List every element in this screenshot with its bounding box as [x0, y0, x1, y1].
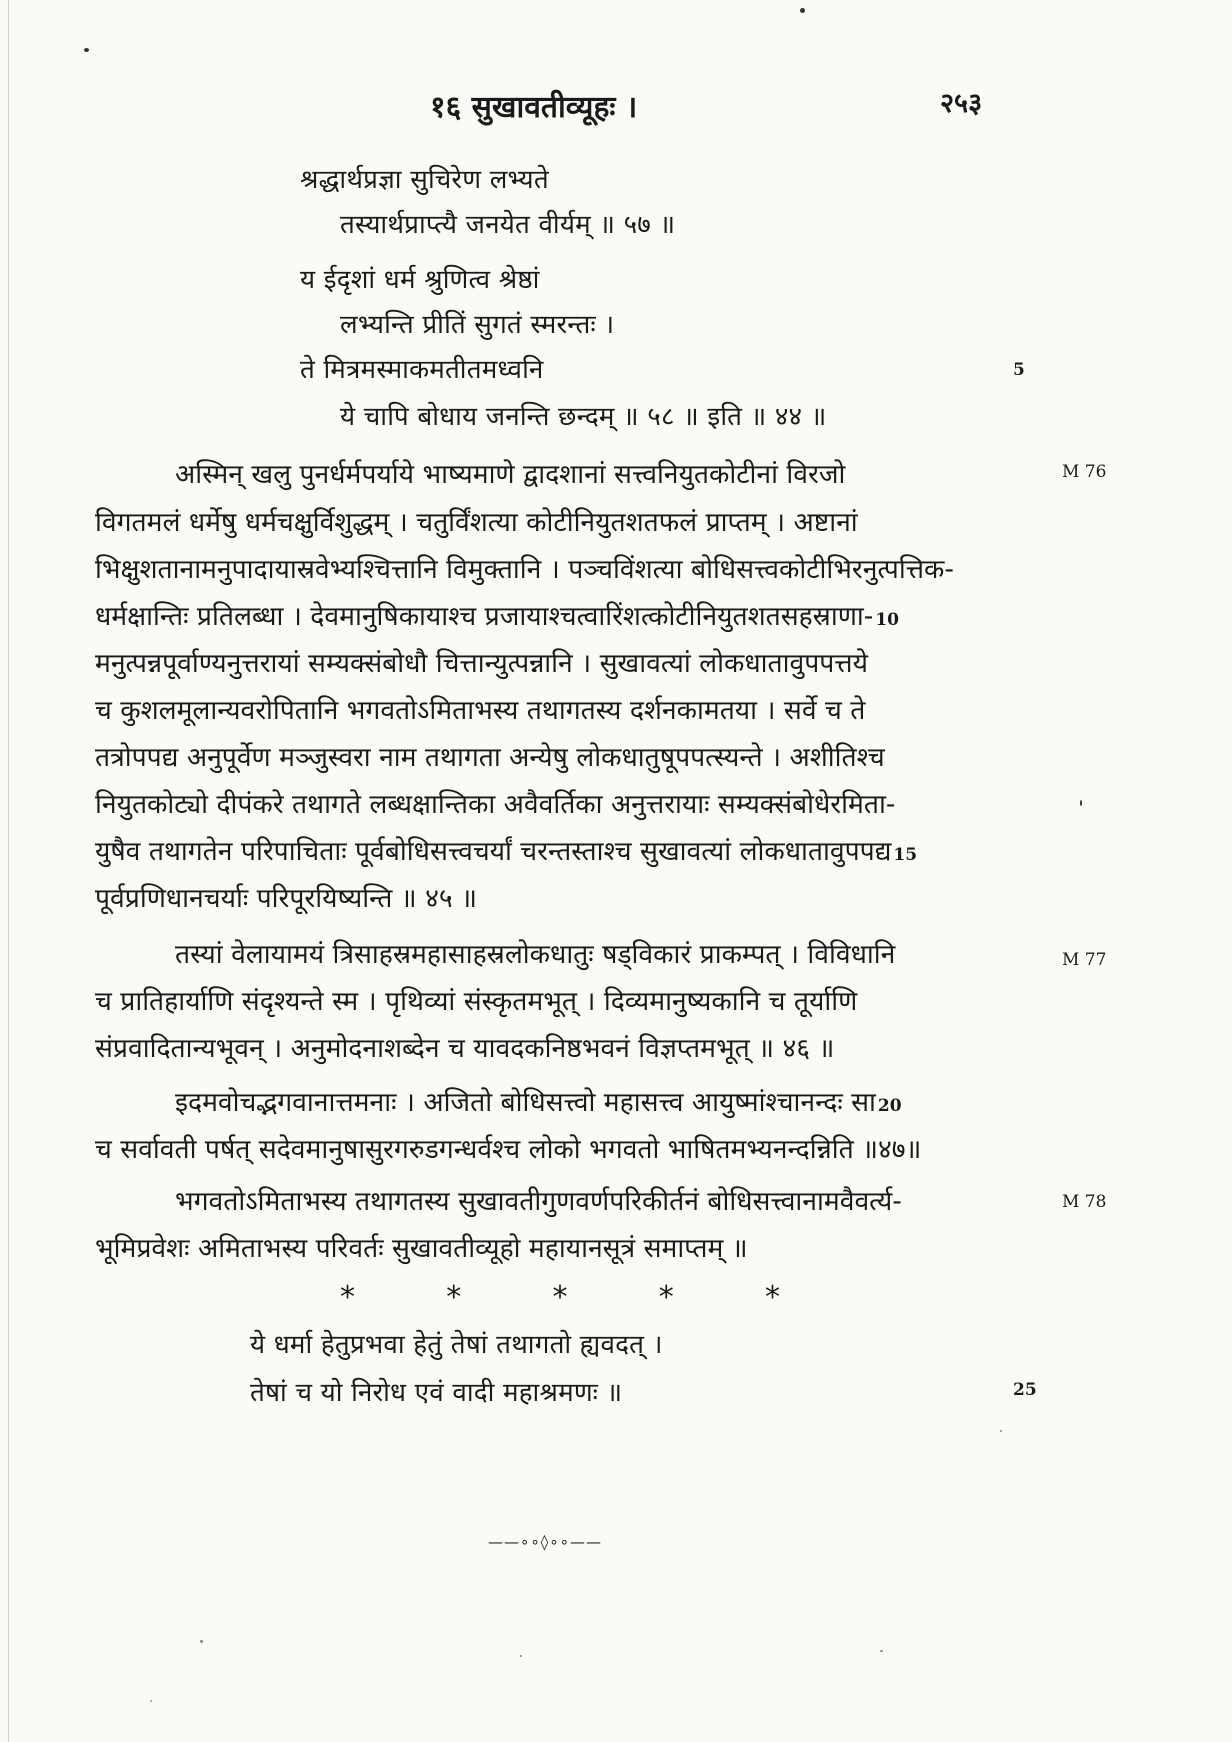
- prose-line: [95, 597, 899, 633]
- prose-line-text: युषैव तथागतेन परिपाचिताः पूर्वबोधिसत्त्वचर्यां चरन्तस्ताश्च सुखावत्यां लोकधातावुपपद्य: [95, 836, 892, 867]
- end-ornament: ——∘∘◊∘∘——: [488, 1533, 602, 1551]
- prose-line: अस्मिन् खलु पुनर्धर्मपर्याये भाष्यमाणे द्वादशानां सत्त्वनियुतकोटीनां विरजो: [175, 459, 846, 490]
- prose-line: विगतमलं धर्मेषु धर्मचक्षुर्विशुद्धम् । चतुर्विंशत्या कोटीनियुतशतफलं प्राप्तम् । अष्टानां: [95, 507, 858, 538]
- prose-line: तत्रोपपद्य अनुपूर्वेण मञ्जुस्वरा नाम तथागता अन्येषु लोकधातुषूपपत्स्यन्ते । अशीतिश्च: [95, 742, 885, 773]
- page-edge-rule: [8, 0, 9, 1742]
- prose-line: [175, 1083, 902, 1119]
- prose-line-text: धर्मक्षान्तिः प्रतिलब्धा । देवमानुषिकायाश्च प्रजायाश्चत्वारिंशत्कोटीनियुतशतसहस्राणा-: [95, 601, 874, 632]
- prose-line: च सर्वावती पर्षत् सदेवमानुषासुरगरुडगन्धर्वश्च लोको भगवतो भाषितमभ्यनन्दन्निति ॥४७॥: [95, 1134, 922, 1165]
- star-glyph: *: [552, 1280, 568, 1315]
- scan-speck: [1000, 1430, 1002, 1432]
- page-number: २५३: [940, 88, 983, 119]
- margin-ref-m77: M 77: [1062, 950, 1107, 970]
- scan-speck: [520, 1655, 522, 1657]
- verse-line: ते मित्रमस्माकमतीतमध्वनि: [300, 355, 544, 385]
- line-number-10: 10: [875, 610, 899, 630]
- verse-line: लभ्यन्ति प्रीतिं सुगतं स्मरन्तः ।: [340, 310, 615, 340]
- star-glyph: *: [658, 1280, 674, 1315]
- running-header-title: १६ सुखावतीव्यूहः ।: [430, 90, 638, 125]
- star-separator: [340, 1280, 780, 1315]
- line-number-5: 5: [1013, 360, 1025, 380]
- prose-line: संप्रवादितान्यभूवन् । अनुमोदनाशब्देन च यावदकनिष्ठभवनं विज्ञप्तमभूत् ॥ ४६ ॥: [95, 1033, 835, 1064]
- scan-speck: [200, 1640, 203, 1643]
- scan-speck: [150, 1700, 152, 1702]
- line-number-15: 15: [893, 845, 918, 865]
- closing-verse-line: ये धर्मा हेतुप्रभवा हेतुं तेषां तथागतो ह्यवदत् ।: [250, 1330, 663, 1360]
- star-glyph: *: [765, 1280, 780, 1315]
- verse-line: ये चापि बोधाय जनन्ति छन्दम् ॥ ५८ ॥ इति ॥ ४४ ॥: [340, 402, 827, 432]
- prose-line: च प्रातिहार्याणि संदृश्यन्ते स्म । पृथिव्यां संस्कृतमभूत् । दिव्यमानुष्यकानि च तूर्याणि: [95, 986, 858, 1017]
- prose-line: नियुतकोट्यो दीपंकरे तथागते लब्धक्षान्तिका अवैवर्तिका अनुत्तरायाः सम्यक्संबोधेरमिता-: [95, 789, 896, 820]
- verse-line: तस्यार्थप्राप्त्यै जनयेत वीर्यम् ॥ ५७ ॥: [340, 210, 676, 240]
- prose-line: पूर्वप्रणिधानचर्याः परिपूरयिष्यन्ति ॥ ४५ ॥: [95, 883, 477, 914]
- star-glyph: *: [340, 1280, 355, 1315]
- prose-line: च कुशलमूलान्यवरोपितानि भगवतोऽमिताभस्य तथागतस्य दर्शनकामतया । सर्वे च ते: [95, 695, 866, 726]
- prose-line: मनुत्पन्नपूर्वाण्यनुत्तरायां सम्यक्संबोधौ चित्तान्युत्पन्नानि । सुखावत्यां लोकधातावुपपत्तये: [95, 648, 868, 679]
- prose-line: तस्यां वेलायामयं त्रिसाहस्रमहासाहस्रलोकधातुः षड्विकारं प्राकम्पत् । विविधानि: [175, 939, 896, 970]
- scan-speck: [84, 48, 89, 52]
- line-number-25: 25: [1013, 1380, 1037, 1400]
- margin-ref-m76: M 76: [1062, 462, 1107, 482]
- star-glyph: *: [446, 1280, 462, 1315]
- prose-line: [95, 832, 917, 868]
- margin-ref-m78: M 78: [1062, 1192, 1107, 1212]
- prose-line: भिक्षुशतानामनुपादायास्रवेभ्यश्चित्तानि विमुक्तानि । पञ्चविंशत्या बोधिसत्त्वकोटीभिरनुत्पत्तिक-: [95, 554, 954, 585]
- closing-verse-line: तेषां च यो निरोध एवं वादी महाश्रमणः ॥: [250, 1378, 623, 1408]
- prose-line-text: इदमवोचद्भगवानात्तमनाः । अजितो बोधिसत्त्वो महासत्त्व आयुष्मांश्चानन्दः सा: [175, 1087, 876, 1118]
- scan-speck: [1080, 800, 1082, 806]
- prose-line: भूमिप्रवेशः अमिताभस्य परिवर्तः सुखावतीव्यूहो महायानसूत्रं समाप्तम् ॥: [95, 1233, 748, 1264]
- line-number-20: 20: [877, 1096, 902, 1116]
- scan-speck: [880, 1650, 883, 1652]
- verse-line: श्रद्धार्थप्रज्ञा सुचिरेण लभ्यते: [300, 165, 549, 195]
- scan-speck: [800, 8, 805, 13]
- prose-line: भगवतोऽमिताभस्य तथागतस्य सुखावतीगुणवर्णपरिकीर्तनं बोधिसत्त्वानामवैवर्त्य-: [175, 1186, 902, 1217]
- verse-line: य ईदृशां धर्म श्रुणित्व श्रेष्ठां: [300, 265, 540, 295]
